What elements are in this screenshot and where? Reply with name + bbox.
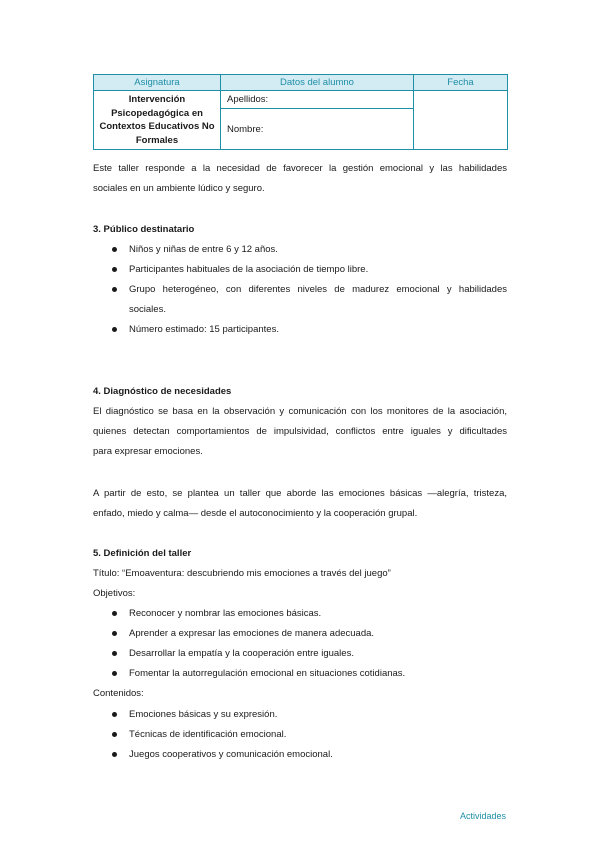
bullet-icon xyxy=(112,327,117,332)
bullet-icon xyxy=(112,671,117,676)
date-cell xyxy=(414,91,508,150)
col-date-header: Fecha xyxy=(414,75,508,91)
intro-line-2: sociales en un ambiente lúdico y seguro. xyxy=(93,183,265,194)
name-field: Nombre: xyxy=(221,109,414,150)
intro-line-1: Este taller responde a la necesidad de favorecer la gestión emocional y las habilidades xyxy=(93,163,507,174)
diagnosis-line-1: El diagnóstico se basa en la observación y comunicación con los monitores de la asociación, xyxy=(93,406,507,417)
bullet-icon xyxy=(112,631,117,636)
subject-cell: Intervención Psicopedagógica en Contextos Educativos No Formales xyxy=(94,91,221,150)
bullet-icon xyxy=(112,651,117,656)
bullet-icon xyxy=(112,287,117,292)
diagnosis-line-5: enfado, miedo y calma— desde el autoconocimiento y la cooperación grupal. xyxy=(93,508,418,519)
student-header-table xyxy=(93,74,508,150)
bullet-icon xyxy=(112,247,117,252)
bullet-icon xyxy=(112,752,117,757)
diagnosis-line-3: para expresar emociones. xyxy=(93,446,203,457)
bullet-icon xyxy=(112,267,117,272)
col-student-header: Datos del alumno xyxy=(221,75,414,91)
document-page: Asignatura Datos del alumno Fecha Intervención Psicopedagógica en Contextos Educativos No Formales Apellidos: Nombre: Este taller responde a la necesidad de favorecer la gestión emocional y las habilidades sociales en un ambiente lúdico y seguro. 3. Público destinatario Niños y niñas de entre 6 y 12 años. Participantes habituales de la asociación de tiempo libre. Grupo heterogéneo, con diferentes niveles de madurez emocional y habilidades sociales. Número estimado: 15 participantes. 4. Diagnóstico de necesidades El diagnóstico se basa en la observación y comunicación con los monitores de la asociación, quienes detectan comportamientos de impulsividad, conflictos entre iguales y dificultades para expresar emociones. A partir de esto, se plantea un taller que aborde las emociones básicas —alegría, tristeza, enfado, miedo y calma— desde el autoconocimiento y la cooperación grupal. 5. Definición del taller Título: “Emoaventura: descubriendo mis emociones a través del juego” Objetivos: Reconocer y nombrar las emociones básicas. Aprender a expresar las emociones de manera adecuada. Desarrollar la empatía y la cooperación entre iguales. Fomentar la autorregulación emocional en situaciones cotidianas. Contenidos: Emociones básicas y su expresión. Técnicas de identificación emocional. Juegos cooperativos y comunicación emocional. Actividades xyxy=(0,0,600,848)
diagnosis-line-2: quienes detectan comportamientos de impulsividad, conflictos entre iguales y dificultades xyxy=(93,426,507,437)
section-4-title: 4. Diagnóstico de necesidades xyxy=(93,386,232,397)
workshop-title: Título: “Emoaventura: descubriendo mis emociones a través del juego” xyxy=(93,568,391,579)
bullet-icon xyxy=(112,611,117,616)
objectives-label: Objetivos: xyxy=(93,588,136,599)
bullet-icon xyxy=(112,712,117,717)
section-3-title: 3. Público destinatario xyxy=(93,224,195,235)
section-5-title: 5. Definición del taller xyxy=(93,548,192,559)
surname-field: Apellidos: xyxy=(221,91,414,109)
col-subject-header: Asignatura xyxy=(94,75,221,91)
diagnosis-line-4: A partir de esto, se plantea un taller que aborde las emociones básicas —alegría, tristeza, xyxy=(93,488,507,499)
footer-label: Actividades xyxy=(459,811,506,821)
bullet-icon xyxy=(112,732,117,737)
contents-label: Contenidos: xyxy=(93,688,144,699)
